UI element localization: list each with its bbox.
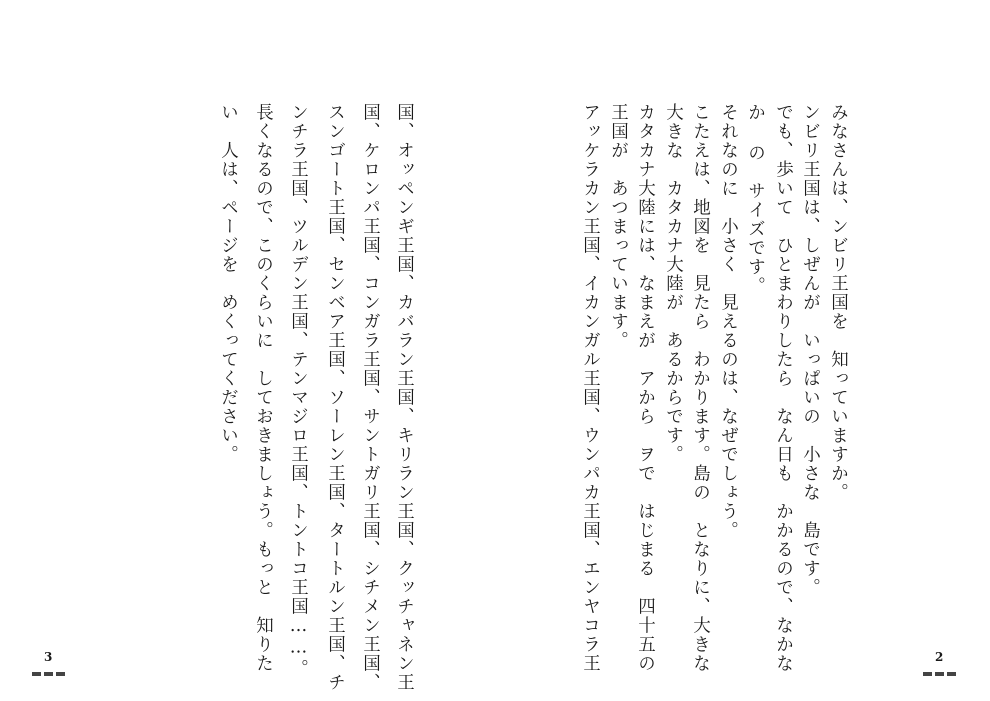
text-column-10: アッケラカン王国、イカンガル王国、ウンパカ王国、エンヤコラ王: [580, 103, 601, 673]
right-page: [495, 0, 990, 701]
text-column-16: い 人は、ページを めくってください。: [218, 103, 239, 464]
text-column-6: こたえは、地図を 見たら わかります。島の となりに、大きな: [690, 103, 711, 673]
text-column-3: でも、歩いて ひとまわりしたら なん日も かかるので、なかな: [773, 103, 794, 673]
page-ornament: [32, 672, 66, 676]
text-column-11: 国、オッペンギ王国、カバラン王国、キリラン王国、クッチャネン王: [394, 103, 415, 692]
text-column-7: 大きな カタカナ大陸が あるからです。: [663, 103, 684, 464]
text-column-1: みなさんは、ンビリ王国を 知っていますか。: [828, 103, 849, 502]
text-column-5: それなのに 小さく 見えるのは、なぜでしょう。: [718, 103, 739, 540]
page-number: 3: [44, 650, 53, 664]
text-column-2: ンビリ王国は、しぜんが いっぱいの 小さな 島です。: [800, 103, 821, 597]
text-column-4: か の サイズです。: [745, 103, 766, 296]
text-column-14: ンチラ王国、ツルデン王国、テンマジロ王国、トントコ王国……。: [288, 103, 309, 678]
page-number: 2: [935, 650, 944, 664]
text-column-8: カタカナ大陸には、なまえが アから ヲで はじまる 四十五の: [635, 103, 656, 673]
text-column-13: スンゴート王国、センベア王国、ソーレン王国、タートルン王国、チ: [325, 103, 346, 692]
text-column-9: 王国が あつまっています。: [608, 103, 629, 350]
text-column-12: 国、ケロンパ王国、コンガラ王国、サントガリ王国、シチメン王国、: [360, 103, 381, 692]
text-column-15: 長くなるので、このくらいに しておきましょう。もっと 知りた: [253, 103, 274, 673]
page-ornament: [923, 672, 957, 676]
